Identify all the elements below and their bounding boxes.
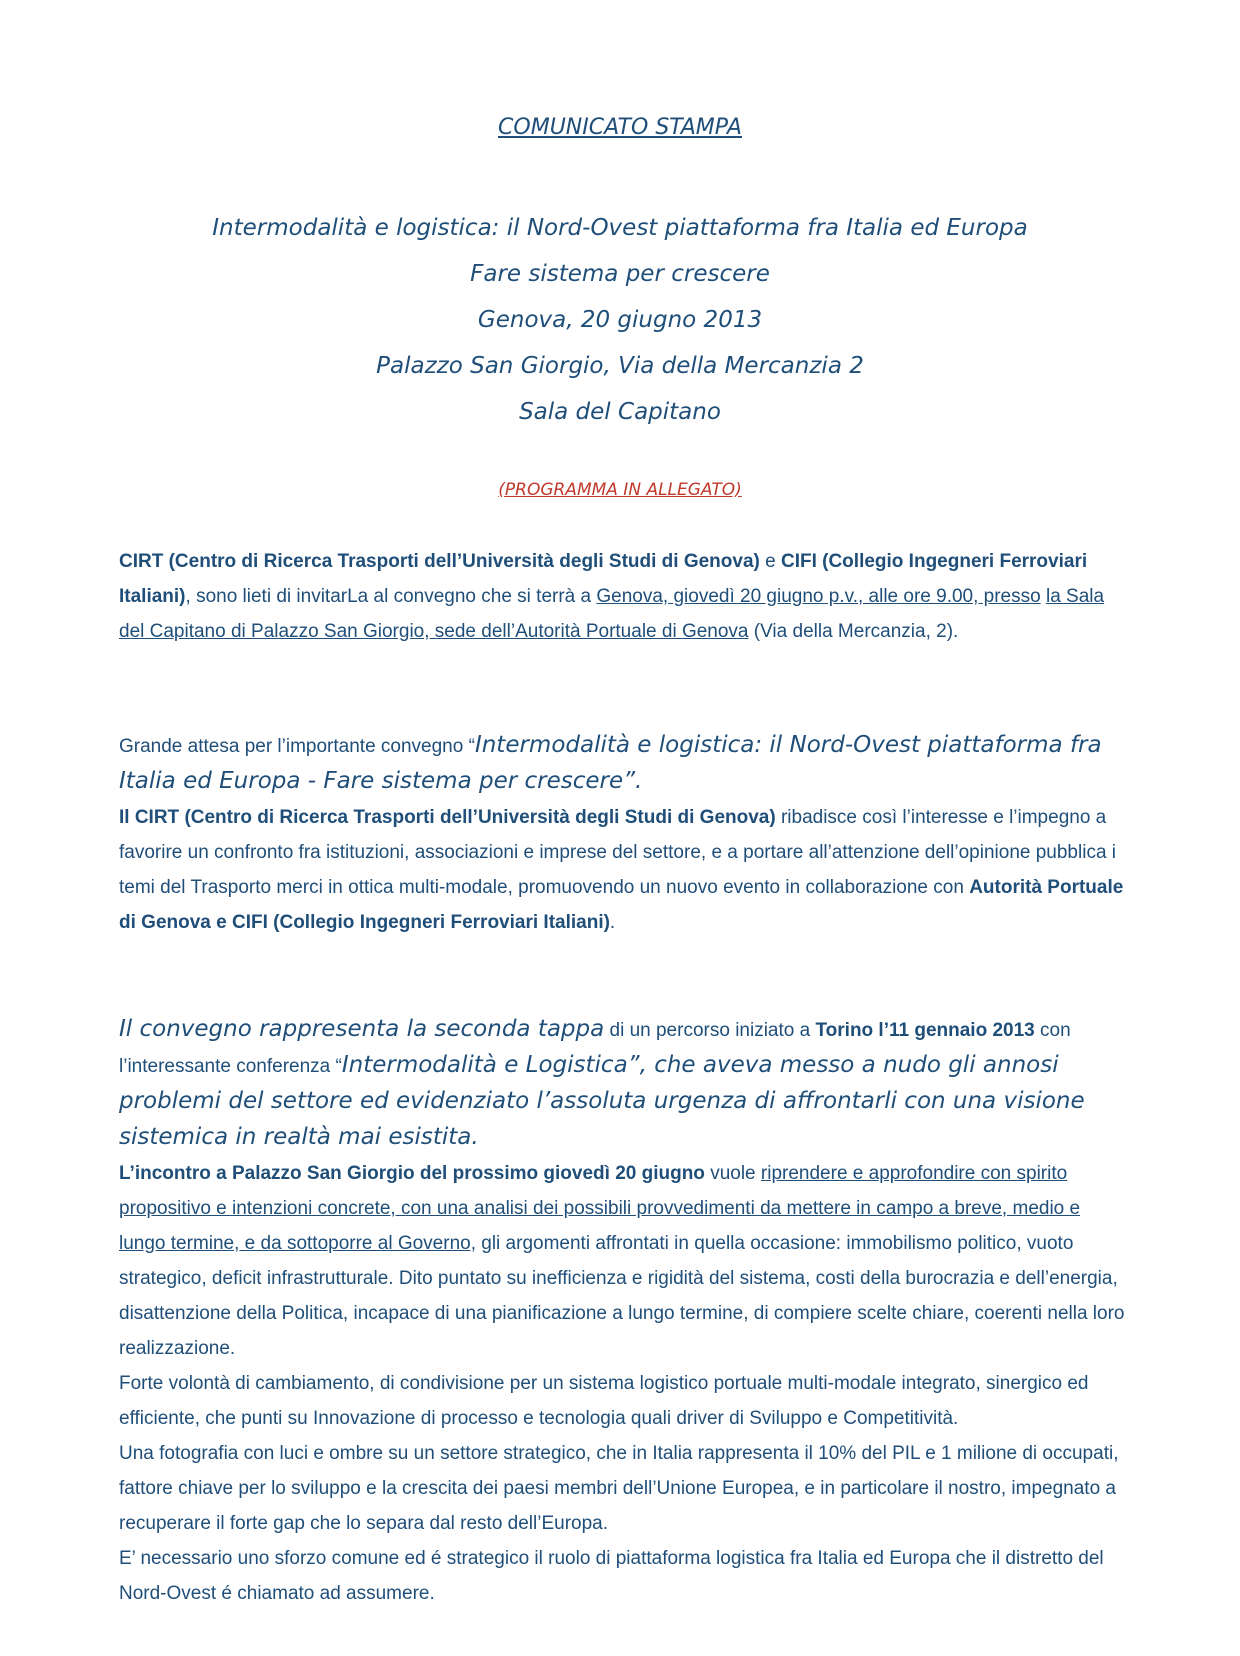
document-title: COMUNICATO STAMPA <box>498 115 742 140</box>
text-run: ribadisce così l’interesse e l’impegno a favorire un confronto fra istituzioni, associazioni e imprese del settore, e a portare all’attenzione dell’opinione pubblica i temi del Trasporto merci in ottica multi-modale, promuovendo un nuovo evento in collaborazione con <box>119 807 1117 898</box>
partners-name: Autorità Portuale di Genova e CIFI (Collegio Ingegneri Ferroviari Italiani) <box>119 877 1124 933</box>
paragraph-announcement <box>119 728 1129 940</box>
text-run: Grande attesa per l’importante convegno “ <box>119 736 475 757</box>
cirt-name: Il CIRT (Centro di Ricerca Trasporti dell’Università degli Studi di Genova) <box>119 807 776 828</box>
paragraph-invitation <box>119 544 1129 649</box>
text-run: E’ necessario uno sforzo comune ed é strategico il ruolo di piattaforma logistica fra Italia ed Europa che il distretto del Nord-Ovest é chiamato ad assumere. <box>119 1548 1104 1604</box>
event-room: Sala del Capitano <box>519 399 721 425</box>
previous-conference-title: Intermodalità e Logistica <box>341 1052 628 1078</box>
paragraph-context <box>119 1012 1129 1611</box>
conference-title-emphasis: Intermodalità e logistica: il Nord-Ovest piattaforma fra Italia ed Europa - Fare sistema per crescere <box>119 732 1102 794</box>
text-run: ”, che aveva messo a nudo gli annosi problemi del settore ed evidenziato l’assoluta urgenza di affrontarli con una visione sistemica in realtà mai esistita. <box>119 1052 1085 1150</box>
text-run: Una fotografia con luci e ombre su un settore strategico, che in Italia rappresenta il 10% del PIL e 1 milione di occupati, fattore chiave per lo sviluppo e la crescita dei paesi membri dell’Unione Europea, e in particolare il nostro, impegnato a recuperare il forte gap che lo separa dal resto dell’Europa. <box>119 1443 1119 1534</box>
goals-underlined: riprendere e approfondire con spirito propositivo e intenzioni concrete, con una analisi dei possibili provvedimenti da mettere in campo a breve, medio e lungo termine, e da sottoporre al Governo, <box>119 1163 1081 1254</box>
text-run: di un percorso iniziato a <box>604 1020 816 1041</box>
text-run: , sono lieti di invitarLa al convegno che si terrà a <box>185 586 597 607</box>
text-run: Forte volontà di cambiamento, di condivisione per un sistema logistico portuale multi-modale integrato, sinergico ed efficiente, che punti su Innovazione di processo e tecnologia quali driver di Sviluppo e Competitività. <box>119 1373 1089 1429</box>
text-run: gli argomenti affrontati in quella occasione: immobilismo politico, vuoto strategico, deficit infrastrutturale. Dito puntato su inefficienza e rigidità del sistema, costi della burocrazia e dell’energia, disattenzione della Politica, incapace di una pianificazione a lungo termine, di compiere scelte chiare, coerenti nella loro realizzazione. <box>119 1233 1125 1359</box>
text-run: vuole <box>704 1163 761 1184</box>
event-title: Intermodalità e logistica: il Nord-Ovest piattaforma fra Italia ed Europa <box>212 215 1028 241</box>
text-run: con l’interessante conferenza “ <box>119 1020 1071 1077</box>
text-run: (Via della Mercanzia, 2). <box>748 621 959 642</box>
torino-date: Torino l’11 gennaio 2013 <box>815 1020 1035 1041</box>
event-heading <box>0 205 1240 435</box>
event-venue: Palazzo San Giorgio, Via della Mercanzia 2 <box>376 353 864 379</box>
event-datetime-underlined: Genova, giovedì 20 giugno p.v., alle ore 9.00, presso <box>596 586 1041 607</box>
organizer-cirt: CIRT (Centro di Ricerca Trasporti dell’Università degli Studi di Genova) <box>119 551 760 572</box>
text-run: . <box>609 912 616 933</box>
text-run: e <box>759 551 781 572</box>
organizer-cifi: CIFI (Collegio Ingegneri Ferroviari Italiani) <box>119 551 1088 607</box>
program-note: (PROGRAMMA IN ALLEGATO) <box>498 480 742 500</box>
meeting-name: L’incontro a Palazzo San Giorgio del prossimo giovedì 20 giugno <box>119 1163 705 1184</box>
text-run: ”. <box>623 768 643 794</box>
event-subtitle: Fare sistema per crescere <box>470 261 770 287</box>
event-date: Genova, 20 giugno 2013 <box>477 307 763 333</box>
second-stage-emphasis: Il convegno rappresenta la seconda tappa <box>119 1016 605 1042</box>
event-location-underlined: la Sala del Capitano di Palazzo San Giorgio, sede dell’Autorità Portuale di Genova <box>119 586 1105 642</box>
